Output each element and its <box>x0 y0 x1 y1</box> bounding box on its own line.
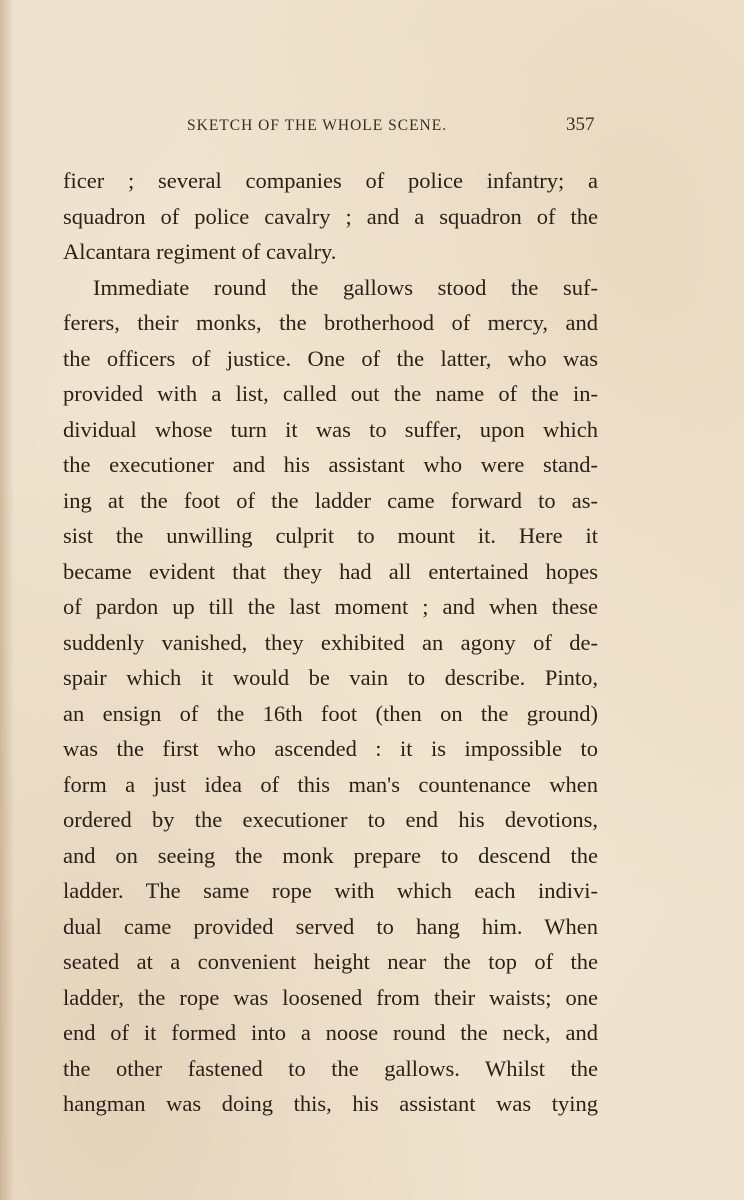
text-line: ordered by the executioner to end his devotions, <box>63 807 598 832</box>
text-line: ferers, their monks, the brotherhood of mercy, and <box>63 310 598 335</box>
text-line: provided with a list, called out the name of the in- <box>63 381 598 406</box>
running-head <box>0 114 744 141</box>
text-line: the officers of justice. One of the latter, who was <box>63 345 598 371</box>
text-line: and on seeing the monk prepare to descend the <box>63 842 598 868</box>
text-line: dividual whose turn it was to suffer, upon which <box>63 416 598 442</box>
page-gutter-shadow <box>0 0 14 1200</box>
text-line: spair which it would be vain to describe. Pinto, <box>63 665 598 690</box>
text-line: squadron of police cavalry ; and a squadron of the <box>63 203 598 229</box>
running-title: SKETCH OF THE WHOLE SCENE. <box>187 117 448 134</box>
text-line: end of it formed into a noose round the neck, and <box>63 1020 598 1045</box>
text-line: ladder, the rope was loosened from their waists; one <box>63 984 598 1010</box>
text-line: hangman was doing this, his assistant was tying <box>63 1091 598 1116</box>
text-line: dual came provided served to hang him. When <box>63 913 598 939</box>
text-line: sist the unwilling culprit to mount it. Here it <box>63 523 598 548</box>
text-line: ficer ; several companies of police infantry; a <box>63 168 598 193</box>
page-number: 357 <box>566 114 595 135</box>
text-line: an ensign of the 16th foot (then on the ground) <box>63 700 598 726</box>
text-line: suddenly vanished, they exhibited an agony of de- <box>63 629 598 655</box>
text-line: ladder. The same rope with which each indivi- <box>63 878 598 903</box>
text-line: became evident that they had all entertained hopes <box>63 558 598 584</box>
text-line: ing at the foot of the ladder came forward to as- <box>63 487 598 513</box>
text-line: Immediate round the gallows stood the suf- <box>93 274 598 300</box>
text-line: the executioner and his assistant who were stand- <box>63 452 598 477</box>
text-line: of pardon up till the last moment ; and when these <box>63 594 598 619</box>
text-line: the other fastened to the gallows. Whilst the <box>63 1055 598 1081</box>
body-text <box>63 163 598 1122</box>
text-line: form a just idea of this man's countenance when <box>63 771 598 797</box>
text-line: seated at a convenient height near the top of the <box>63 949 598 974</box>
text-line: was the first who ascended : it is impossible to <box>63 736 598 761</box>
text-line: Alcantara regiment of cavalry. <box>63 239 337 264</box>
